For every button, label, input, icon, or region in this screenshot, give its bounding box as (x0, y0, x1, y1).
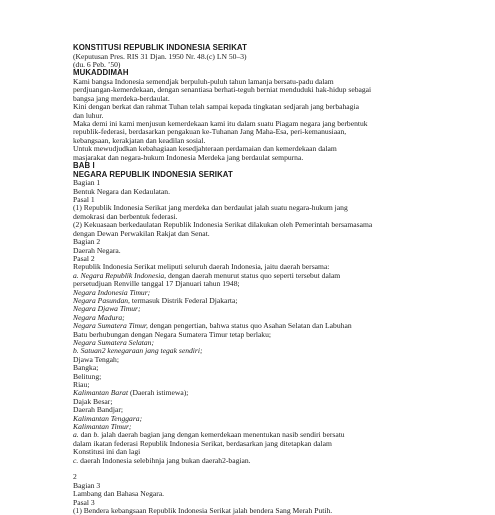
state-name: Negara Sumatera Timur, (73, 321, 148, 331)
state-name: Negara Madura; (73, 312, 125, 322)
preamble-heading: MUKADDIMAH (73, 68, 129, 78)
article-heading: Pasal 1 (73, 195, 95, 205)
page-number: 2 (73, 472, 77, 482)
state-name: Negara Djawa Timur; (73, 304, 141, 314)
chapter-heading: BAB I (73, 161, 95, 171)
state-note: termasuk Distrik Federal Djakarta; (129, 295, 238, 305)
article-line: (1) Republik Indonesia Serikat jang merdeka dan berdaulat jalah suatu negara-hukum jang (73, 203, 348, 213)
article-heading: Pasal 3 (73, 497, 95, 507)
article-line: (1) Bendera kebangsaan Republik Indonesia Serikat jalah bendera Sang Merah Putih. (73, 506, 333, 515)
state-name: Negara Pasundan, (73, 295, 130, 305)
clause-continuation: dalam ikatan federasi Republik Indonesia Serikat, berdasarkan jang ditetapkan dalam (73, 438, 332, 448)
preamble-line: dan luhur. (73, 110, 104, 120)
state-name: Negara Republik Indonesia (80, 270, 165, 280)
preamble-line: kebangsaan, kerakjatan dan keadilan sosial. (73, 135, 206, 145)
state-name: Negara Sumatera Selatan; (73, 337, 154, 347)
decree-reference: (Keputusan Pres. RIS 31 Djan. 1950 Nr. 48.(c) LN 50–3) (73, 51, 247, 61)
region-name: Kalimantan Barat (73, 388, 129, 398)
region-name: Bangka; (73, 363, 99, 373)
clause-text: dan (78, 430, 94, 440)
region-name: Daerah Bandjar; (73, 405, 123, 415)
part-heading: Bagian 3 (73, 480, 101, 490)
list-item-c (73, 457, 473, 465)
clause-text: jalah daerah bagian jang dengan kemerdekaan menentukan nasib sendiri bersatu (99, 430, 345, 440)
preamble-line: Untuk mewudjudkan kebahagiaan kesedjahteraan perdamaian dan kemerdekaan dalam (73, 144, 337, 154)
spacer (73, 465, 473, 473)
preamble-line: Kami bangsa Indonesia semendjak berpuluh-puluh tahun lamanja bersatu-padu dalam (73, 77, 334, 86)
region-note: (Daerah istimewa); (128, 388, 189, 398)
document-page (73, 44, 473, 515)
state-name: Negara Indonesia Timur; (73, 287, 151, 297)
list-item-continuation: persetudjuan Renville tanggal 17 Djanuari tahun 1948; (73, 279, 240, 289)
preamble-line: republik-federasi, berdasarkan pengakuan ke-Tuhanan Jang Maha-Esa, peri-kemanusiaan, (73, 127, 347, 137)
article-line: demokrasi dan berbentuk federasi. (73, 211, 178, 221)
region-name: Kalimantan Timur; (73, 422, 132, 432)
clause-continuation: Konstitusi ini dan lagi (73, 447, 141, 457)
region-name: Belitung; (73, 371, 102, 381)
preamble-line: bangsa jang merdeka-berdaulat. (73, 93, 170, 103)
part-heading: Bagian 1 (73, 178, 101, 188)
region-name: Kalimantan Tenggara; (73, 413, 143, 423)
article-line: dengan Dewan Perwakilan Rakjat dan Senat. (73, 228, 210, 238)
preamble-line: Kini dengan berkat dan rahmat Tuhan telah sampai kepada tingkatan sedjarah jang berbahagia (73, 102, 359, 112)
part-heading: Bagian 2 (73, 237, 101, 247)
part-title: Bentuk Negara dan Kedaulatan. (73, 186, 170, 196)
item-label: a. (73, 270, 79, 280)
item-text: , dengan daerah menurut status quo seperti tersebut dalam (164, 270, 341, 280)
region-name: Djawa Tengah; (73, 354, 119, 364)
region-name: Riau; (73, 380, 90, 389)
preamble-line: masjarakat dan negara-hukum Indonesia Merdeka jang berdaulat sempurna. (73, 152, 304, 162)
chapter-title: NEGARA REPUBLIK INDONESIA SERIKAT (73, 169, 233, 179)
preamble-line: perdjuangan-kemerdekaan, dengan senantiasa berhati-teguh berniat menduduki hak-hidup sebagai (73, 85, 372, 95)
state-note: dengan pengertian, bahwa status quo Asahan Selatan dan Labuhan (147, 321, 352, 331)
article-intro: Republik Indonesia Serikat meliputi seluruh daerah Indonesia, jaitu daerah bersama: (73, 262, 330, 272)
decree-date: (du. 6 Peb. ’50) (73, 60, 121, 69)
preamble-line: Maka demi ini kami menjusun kemerdekaan kami itu dalam suatu Piagam negara jang berbentuk (73, 119, 368, 129)
list-item-b: b. Satuan2 kenegaraan jang tegak sendiri; (73, 346, 203, 356)
article-line: (2) Kekuasaan berkedaulatan Republik Indonesia Serikat dilakukan oleh Pemerintah bersamasama (73, 220, 373, 230)
item-label: b. (93, 430, 100, 440)
part-title: Lambang dan Bahasa Negara. (73, 489, 165, 499)
state-note-continuation: Batu berhubungan dengan Negara Sumatera Timur tetap berlaku; (73, 329, 272, 339)
document-title: KONSTITUSI REPUBLIK INDONESIA SERIKAT (73, 43, 247, 52)
part-title: Daerah Negara. (73, 245, 121, 255)
item-text: daerah Indonesia selebihnja jang bukan daerah2-bagian. (78, 455, 251, 465)
article-heading: Pasal 2 (73, 253, 95, 263)
region-line (73, 389, 473, 397)
item-label: a. (73, 430, 79, 440)
region-name: Dajak Besar; (73, 396, 113, 406)
item-label: c. (73, 455, 79, 465)
